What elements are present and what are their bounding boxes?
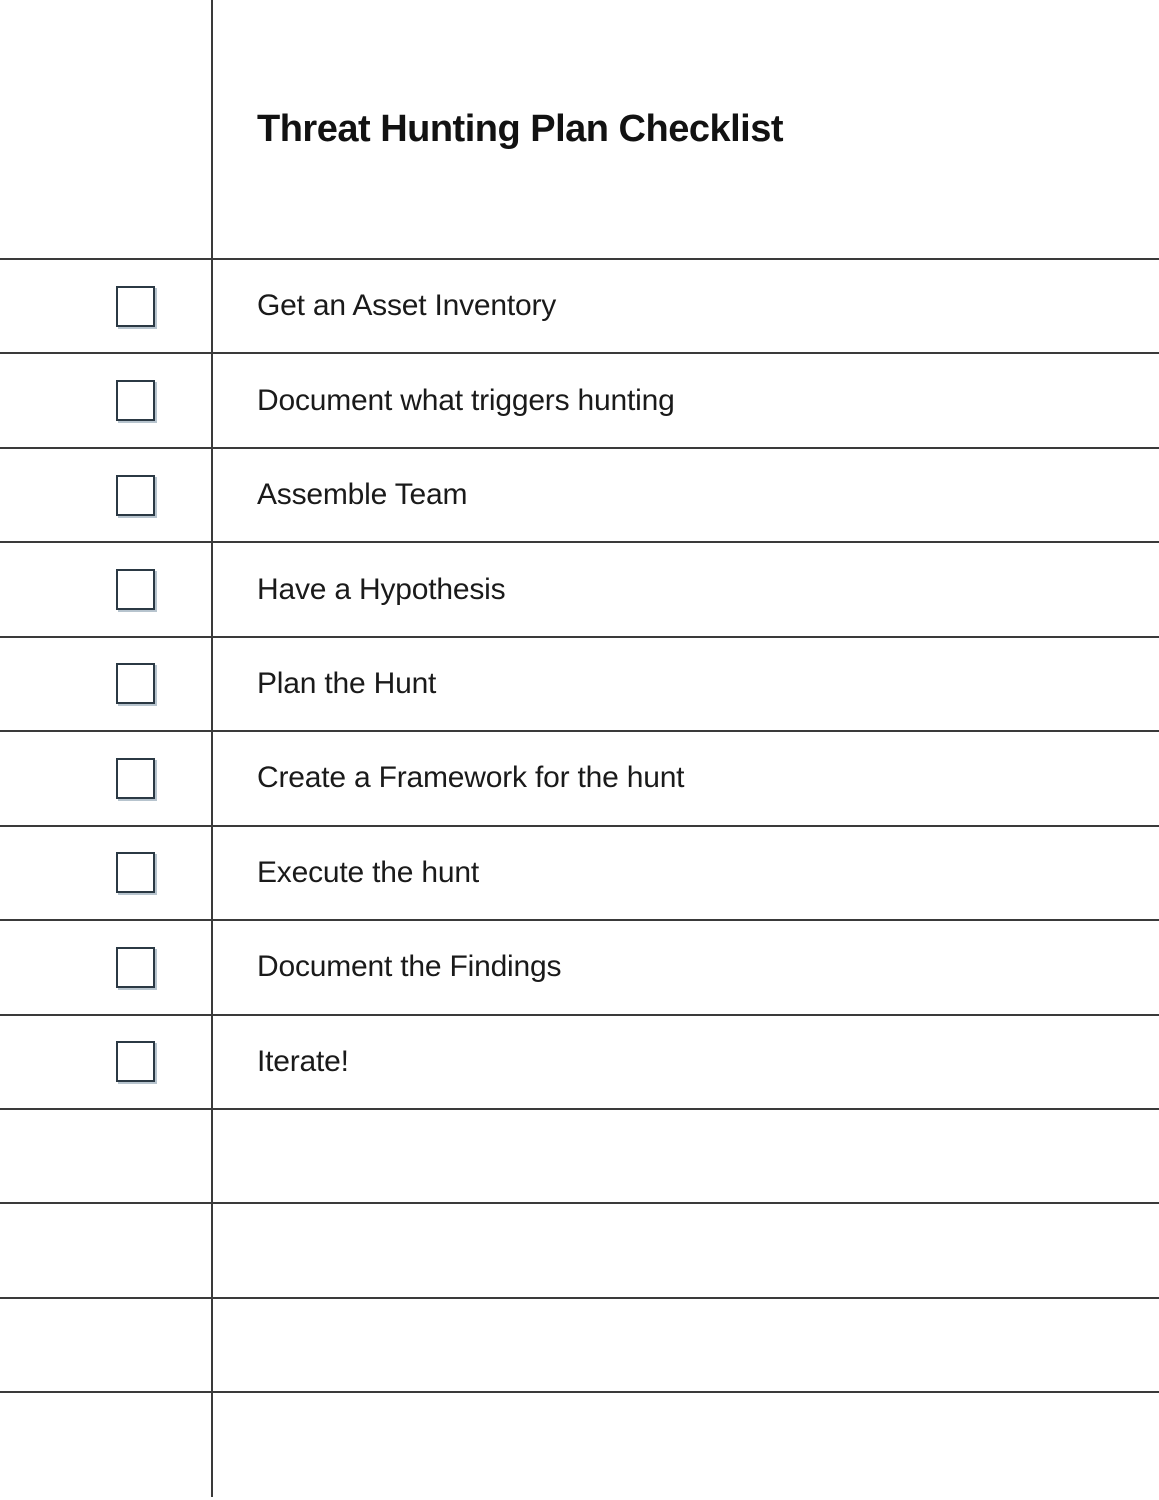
checkbox[interactable] [116,475,155,516]
partial-empty-row [0,1393,1159,1499]
label-cell [212,1016,1159,1108]
empty-row [0,1110,1159,1204]
checkbox-cell [0,921,212,1013]
checkbox-cell [0,1016,212,1108]
checklist-item-label: Iterate! [257,1044,349,1078]
checklist-row [0,732,1159,826]
checkbox[interactable] [116,852,155,893]
checkbox[interactable] [116,569,155,610]
checkbox-cell [0,732,212,824]
label-cell [212,354,1159,446]
checklist-item-label: Document what triggers hunting [257,383,675,417]
header [0,0,1159,260]
page-title: Threat Hunting Plan Checklist [257,107,784,150]
checklist-row [0,260,1159,354]
label-cell [212,1299,1159,1391]
checklist-item-label: Document the Findings [257,950,562,984]
checklist-row [0,543,1159,637]
checklist-row [0,354,1159,448]
checklist-item-label: Get an Asset Inventory [257,289,557,323]
checklist-item-label: Assemble Team [257,478,468,512]
checklist-row [0,827,1159,921]
checklist-item-label: Have a Hypothesis [257,572,506,606]
checkbox[interactable] [116,758,155,799]
checkbox[interactable] [116,380,155,421]
checklist-row [0,638,1159,732]
checkbox-cell [0,1299,212,1391]
label-cell [212,921,1159,1013]
checklist-item-label: Execute the hunt [257,855,479,889]
checkbox-cell [0,543,212,635]
checkbox-cell [0,354,212,446]
column-divider-line [211,0,213,1497]
checkbox[interactable] [116,286,155,327]
label-cell [212,732,1159,824]
checklist-item-label: Plan the Hunt [257,666,437,700]
checkbox[interactable] [116,947,155,988]
checkbox-cell [0,827,212,919]
checklist-row [0,1016,1159,1110]
empty-row [0,1204,1159,1298]
label-cell [212,827,1159,919]
checkbox[interactable] [116,663,155,704]
label-cell [212,1110,1159,1202]
label-cell [212,638,1159,730]
empty-row [0,1299,1159,1393]
checklist-row [0,449,1159,543]
checkbox-cell [0,1110,212,1202]
label-cell [212,1204,1159,1296]
checkbox-cell [0,638,212,730]
checkbox-cell [0,260,212,352]
checklist-item-label: Create a Framework for the hunt [257,761,685,795]
label-cell [212,449,1159,541]
label-cell [212,260,1159,352]
checkbox[interactable] [116,1041,155,1082]
checkbox-cell [0,449,212,541]
checkbox-cell [0,1204,212,1296]
checklist-row [0,921,1159,1015]
label-cell [212,543,1159,635]
